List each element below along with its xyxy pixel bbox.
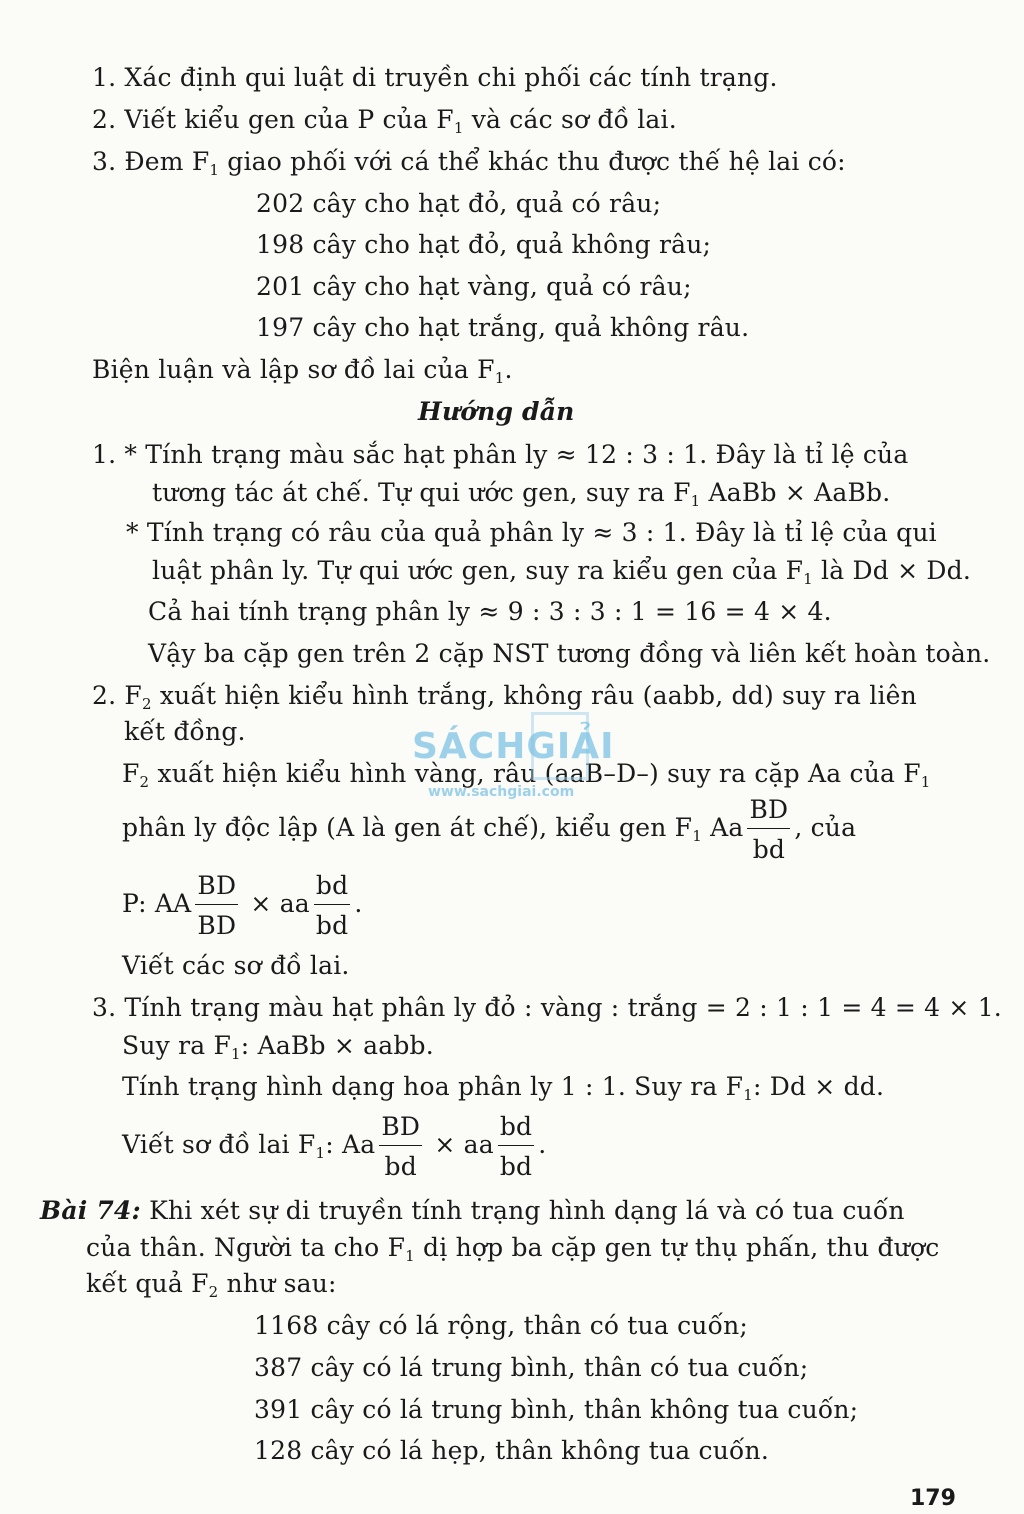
guide-2-parent-line: P: AA $\frac{BD}{BD}$ × aa $\frac{bd}{bd}$ . [122, 871, 363, 940]
question-3: 3. Đem $F_1$ giao phối với cá thể khác thu được thế hệ lai có: [92, 147, 846, 179]
guide-2-genotype-line: phân ly độc lập (A là gen át chế), kiểu gen $F_1$ Aa $\frac{BD}{bd}$ , của [122, 795, 857, 864]
f2-result-line: 387 cây có lá trung bình, thân có tua cuốn; [254, 1353, 809, 1382]
guide-3-line: Suy ra $F_1$: AaBb × aabb. [122, 1031, 434, 1063]
guide-3-line: Tính trạng hình dạng hoa phân ly 1 : 1. Suy ra $F_1$: Dd × dd. [122, 1072, 885, 1104]
guide-1-line: Cả hai tính trạng phân ly ≈ 9 : 3 : 3 : 1 = 16 = 4 × 4. [148, 597, 832, 626]
guide-2-line: 2. $F_2$ xuất hiện kiểu hình trắng, không râu (aabb, dd) suy ra liên [92, 681, 917, 713]
exercise-label: Bài 74: [40, 1196, 141, 1225]
watermark-url: www.sachgiai.com [428, 784, 575, 800]
f2-result-line: 391 cây có lá trung bình, thân không tua cuốn; [254, 1395, 859, 1424]
guide-3-line: 3. Tính trạng màu hạt phân ly đỏ : vàng : trắng = 2 : 1 : 1 = 4 = 4 × 1. [92, 993, 1002, 1022]
guide-3-cross-line: Viết sơ đồ lai $F_1$: Aa $\frac{BD}{bd}$ × aa $\frac{bd}{bd}$ . [122, 1112, 547, 1181]
fraction: $\frac{bd}{bd}$ [315, 871, 349, 940]
result-line: 202 cây cho hạt đỏ, quả có râu; [256, 189, 662, 218]
guide-1-line: luật phân ly. Tự qui ước gen, suy ra kiểu gen của $F_1$ là Dd × Dd. [152, 556, 971, 588]
question-1: 1. Xác định qui luật di truyền chi phối các tính trạng. [92, 63, 778, 92]
guide-1-line: tương tác át chế. Tự qui ước gen, suy ra $F_1$ AaBb × AaBb. [152, 478, 891, 510]
guide-2-line: Viết các sơ đồ lai. [122, 951, 350, 980]
guide-heading: Hướng dẫn [418, 397, 575, 426]
fraction: $\frac{BD}{bd}$ [381, 1112, 421, 1181]
result-line: 197 cây cho hạt trắng, quả không râu. [256, 313, 750, 342]
guide-1-line: 1. * Tính trạng màu sắc hạt phân ly ≈ 12 : 3 : 1. Đây là tỉ lệ của [92, 440, 909, 469]
guide-2-line: kết đồng. [124, 717, 246, 746]
fraction: $\frac{BD}{BD}$ [197, 871, 237, 940]
task-line: Biện luận và lập sơ đồ lai của $F_1$. [92, 355, 513, 387]
watermark [412, 708, 622, 808]
fraction: $\frac{BD}{bd}$ [749, 795, 789, 864]
page-number: 179 [910, 1486, 956, 1511]
watermark-brand: SÁCHGIẢI [412, 726, 615, 767]
result-line: 198 cây cho hạt đỏ, quả không râu; [256, 230, 712, 259]
exercise-74-line: của thân. Người ta cho $F_1$ dị hợp ba cặp gen tự thụ phấn, thu được [86, 1233, 940, 1265]
f2-result-line: 128 cây có lá hẹp, thân không tua cuốn. [254, 1436, 769, 1465]
result-line: 201 cây cho hạt vàng, quả có râu; [256, 272, 692, 301]
guide-2-line: $F_2$ xuất hiện kiểu hình vàng, râu (aaB–D–) suy ra cặp Aa của $F_1$ [122, 759, 931, 791]
exercise-74-line: kết quả $F_2$ như sau: [86, 1269, 337, 1301]
guide-1-line: Vậy ba cặp gen trên 2 cặp NST tương đồng và liên kết hoàn toàn. [148, 639, 991, 668]
exercise-74-line: Bài 74: Khi xét sự di truyền tính trạng hình dạng lá và có tua cuốn [40, 1196, 905, 1225]
f2-result-line: 1168 cây có lá rộng, thân có tua cuốn; [254, 1311, 749, 1340]
fraction: $\frac{bd}{bd}$ [499, 1112, 533, 1181]
question-2: 2. Viết kiểu gen của P của $F_1$ và các sơ đồ lai. [92, 105, 677, 137]
guide-1-line: * Tính trạng có râu của quả phân ly ≈ 3 : 1. Đây là tỉ lệ của qui [126, 518, 937, 547]
